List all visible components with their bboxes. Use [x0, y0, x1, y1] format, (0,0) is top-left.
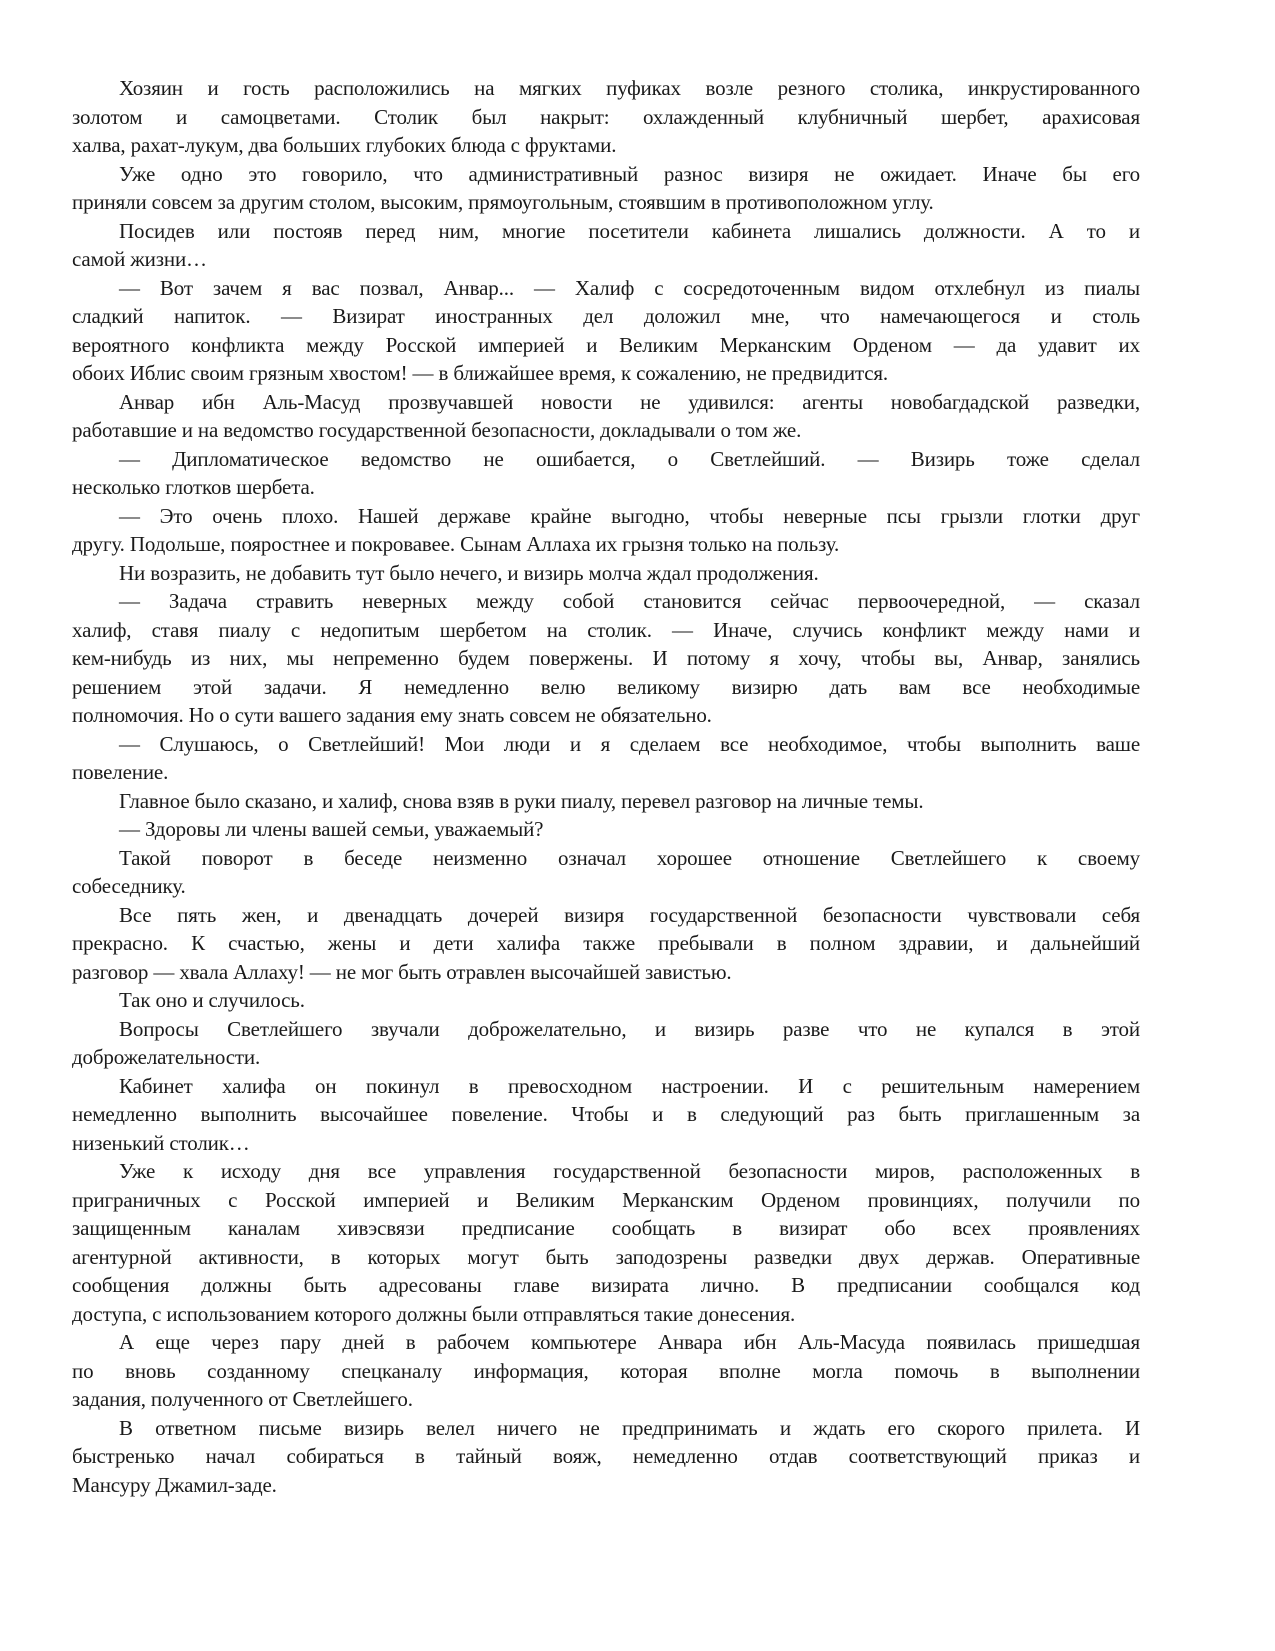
text-line: Все пять жен, и двенадцать дочерей визиря государственной безопасности чувствовали себя	[119, 902, 1140, 927]
text-line: — Задача стравить неверных между собой становится сейчас первоочередной, — сказал	[119, 589, 1140, 613]
paragraph	[72, 1328, 1140, 1414]
paragraph	[72, 844, 1140, 901]
paragraph	[72, 274, 1140, 388]
text-line: низенький столик…	[72, 1130, 250, 1155]
text-line: золотом и самоцветами. Столик был накрыт: охлажденный клубничный шербет, арахисовая	[72, 104, 1140, 129]
paragraph	[72, 1414, 1140, 1500]
paragraph	[72, 445, 1140, 502]
paragraph	[72, 1157, 1140, 1328]
text-line: халва, рахат-лукум, два больших глубоких блюда с фруктами.	[72, 133, 617, 157]
paragraph	[72, 901, 1140, 987]
text-line: Хозяин и гость расположились на мягких пуфиках возле резного столика, инкрустированного	[119, 76, 1140, 100]
paragraph	[72, 217, 1140, 274]
text-line: Мансуру Джамил-заде.	[72, 1472, 277, 1497]
text-line: Главное было сказано, и халиф, снова взяв в руки пиалу, перевел разговор на личные темы.	[119, 788, 924, 813]
text-line: Уже одно это говорило, что административный разнос визиря не ожидает. Иначе бы его	[119, 161, 1140, 186]
text-line: сообщения должны быть адресованы главе визирата лично. В предписании сообщался код	[72, 1273, 1140, 1297]
text-line: В ответном письме визирь велел ничего не предпринимать и ждать его скорого прилета. И	[119, 1415, 1140, 1440]
text-line: Кабинет халифа он покинул в превосходном настроении. И с решительным намерением	[119, 1073, 1140, 1098]
text-line: — Дипломатическое ведомство не ошибается, о Светлейший. — Визирь тоже сделал	[119, 446, 1140, 471]
text-line: разговор — хвала Аллаху! — не мог быть отравлен высочайшей завистью.	[72, 959, 732, 984]
paragraph	[72, 787, 1140, 816]
text-line: сладкий напиток. — Визират иностранных дел доложил мне, что намечающегося и столь	[72, 304, 1140, 328]
text-line: несколько глотков шербета.	[72, 475, 315, 499]
text-line: задания, полученного от Светлейшего.	[72, 1387, 413, 1411]
text-line: решением этой задачи. Я немедленно велю великому визирю дать вам все необходимые	[72, 674, 1140, 699]
text-line: — Вот зачем я вас позвал, Анвар... — Халиф с сосредоточенным видом отхлебнул из пиалы	[119, 275, 1140, 300]
text-line: приграничных с Росской империей и Великим Мерканским Орденом провинциях, получили по	[72, 1187, 1140, 1212]
text-line: Анвар ибн Аль-Масуд прозвучавшей новости не удивился: агенты новобагдадской разведки,	[119, 389, 1140, 414]
paragraph	[72, 388, 1140, 445]
text-line: агентурной активности, в которых могут быть заподозрены разведки двух держав. Оперативные	[72, 1244, 1140, 1269]
paragraph	[72, 730, 1140, 787]
text-line: Посидев или постояв перед ним, многие посетители кабинета лишались должности. А то и	[119, 218, 1140, 243]
text-line: вероятного конфликта между Росской империей и Великим Мерканским Орденом — да удавит их	[72, 332, 1140, 357]
text-line: по вновь созданному спецканалу информация, которая вполне могла помочь в выполнении	[72, 1358, 1140, 1383]
text-line: халиф, ставя пиалу с недопитым шербетом на столик. — Иначе, случись конфликт между нами и	[72, 617, 1140, 642]
paragraph	[72, 160, 1140, 217]
text-line: быстренько начал собираться в тайный вояж, немедленно отдав соответствующий приказ и	[72, 1444, 1140, 1468]
text-line: самой жизни…	[72, 247, 207, 271]
text-line: — Здоровы ли члены вашей семьи, уважаемый?	[119, 817, 544, 841]
text-line: работавшие и на ведомство государственной безопасности, докладывали о том же.	[72, 418, 802, 442]
document-page	[72, 74, 1140, 1499]
text-line: Вопросы Светлейшего звучали доброжелательно, и визирь разве что не купался в этой	[119, 1016, 1140, 1041]
paragraph	[72, 986, 1140, 1015]
paragraph	[72, 74, 1140, 160]
text-line: Ни возразить, не добавить тут было нечего, и визирь молча ждал продолжения.	[119, 560, 819, 585]
text-line: доброжелательности.	[72, 1045, 261, 1069]
paragraph	[72, 1015, 1140, 1072]
text-line: Так оно и случилось.	[119, 988, 305, 1012]
text-line: кем-нибудь из них, мы непременно будем повержены. И потому я хочу, чтобы вы, Анвар, занялись	[72, 646, 1140, 670]
text-line: А еще через пару дней в рабочем компьютере Анвара ибн Аль-Масуда появилась пришедшая	[119, 1330, 1140, 1354]
text-line: Уже к исходу дня все управления государственной безопасности миров, расположенных в	[119, 1159, 1140, 1183]
text-line: повеление.	[72, 760, 169, 784]
text-line: — Слушаюсь, о Светлейший! Мои люди и я сделаем все необходимое, чтобы выполнить ваше	[119, 731, 1140, 756]
paragraph	[72, 815, 1140, 844]
text-line: прекрасно. К счастью, жены и дети халифа также пребывали в полном здравии, и дальнейший	[72, 931, 1140, 955]
text-line: собеседнику.	[72, 874, 186, 898]
text-line: обоих Иблис своим грязным хвостом! — в ближайшее время, к сожалению, не предвидится.	[72, 361, 889, 385]
text-line: немедленно выполнить высочайшее повеление. Чтобы и в следующий раз быть приглашенным за	[72, 1102, 1140, 1126]
text-line: — Это очень плохо. Нашей державе крайне выгодно, чтобы неверные псы грызли глотки друг	[119, 503, 1140, 528]
paragraph	[72, 559, 1140, 588]
text-line: доступа, с использованием которого должны были отправляться такие донесения.	[72, 1301, 796, 1326]
text-line: Такой поворот в беседе неизменно означал хорошее отношение Светлейшего к своему	[119, 845, 1140, 870]
text-line: приняли совсем за другим столом, высоким, прямоугольным, стоявшим в противоположном углу.	[72, 190, 934, 214]
paragraph	[72, 1072, 1140, 1158]
text-line: защищенным каналам хивэсвязи предписание сообщать в визират обо всех проявлениях	[72, 1216, 1140, 1240]
text-line: другу. Подольше, пояростнее и покровавее. Сынам Аллаха их грызня только на пользу.	[72, 532, 840, 556]
paragraph	[72, 502, 1140, 559]
text-line: полномочия. Но о сути вашего задания ему знать совсем не обязательно.	[72, 703, 712, 727]
paragraph	[72, 587, 1140, 730]
